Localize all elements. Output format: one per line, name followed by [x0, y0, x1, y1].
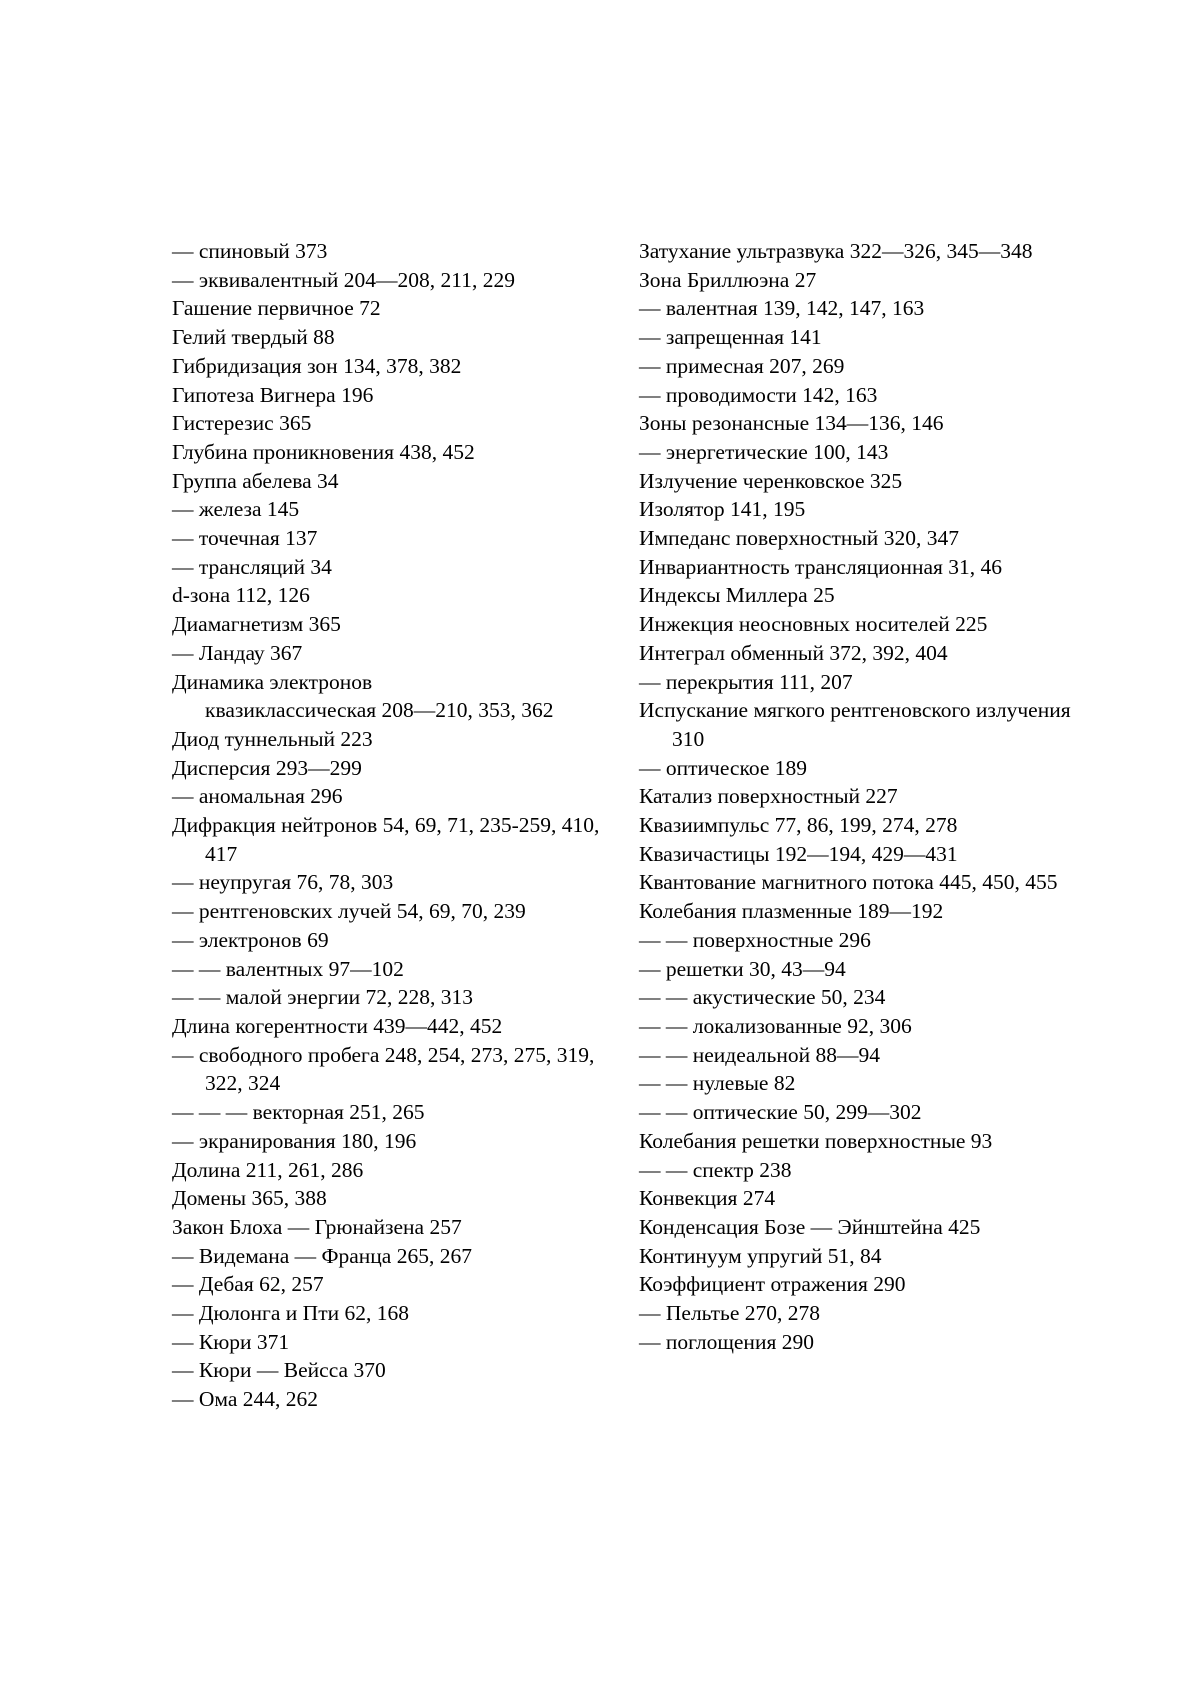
index-entry: — — валентных 97—102: [172, 956, 404, 981]
index-entry: — Кюри — Вейсса 370: [172, 1358, 386, 1383]
index-entry: Гелий твердый 88: [172, 325, 335, 350]
index-entry: — валентная 139, 142, 147, 163: [639, 296, 925, 321]
index-column-left: [172, 237, 602, 1414]
index-entry: Дисперсия 293—299: [172, 755, 362, 780]
index-entry: Затухание ультразвука 322—326, 345—348: [639, 239, 1033, 263]
index-entry: — трансляций 34: [172, 554, 332, 579]
index-entry: Инвариантность трансляционная 31, 46: [639, 554, 1003, 579]
index-entry: — Ландау 367: [172, 640, 303, 665]
index-entry: — экранирования 180, 196: [172, 1128, 417, 1153]
index-entry: — эквивалентный 204—208, 211, 229: [172, 267, 516, 292]
index-entry: Дифракция нейтронов 54, 69, 71, 235-259, 410, 417: [172, 813, 600, 866]
index-entry: — поглощения 290: [639, 1329, 814, 1354]
index-entry: — оптическое 189: [639, 755, 808, 780]
index-entry: Коэффициент отражения 290: [639, 1272, 906, 1297]
index-entry: Излучение черенковское 325: [639, 468, 903, 493]
index-entry: — Пельтье 270, 278: [639, 1301, 821, 1326]
index-entry: Континуум упругий 51, 84: [639, 1243, 882, 1268]
index-entry: — электронов 69: [172, 927, 329, 952]
index-entry: Гибридизация зон 134, 378, 382: [172, 353, 462, 378]
index-entry: Колебания решетки поверхностные 93: [639, 1128, 993, 1153]
index-entry: — перекрытия 111, 207: [639, 669, 853, 694]
index-entry: — примесная 207, 269: [639, 353, 845, 378]
index-entry: Конвекция 274: [639, 1186, 776, 1211]
index-entry: Долина 211, 261, 286: [172, 1157, 364, 1182]
index-entry: — — малой энергии 72, 228, 313: [172, 985, 474, 1010]
index-entry: Квазиимпульс 77, 86, 199, 274, 278: [639, 813, 958, 838]
index-entry: — Кюри 371: [172, 1329, 290, 1354]
index-entry: Квантование магнитного потока 445, 450, 455: [639, 870, 1058, 895]
index-entry: Гашение первичное 72: [172, 296, 381, 321]
index-entry: Глубина проникновения 438, 452: [172, 439, 475, 464]
index-entry: Гистерезис 365: [172, 411, 312, 436]
index-entry: — запрещенная 141: [639, 325, 822, 350]
index-entry: — точечная 137: [172, 526, 318, 551]
index-entry: — решетки 30, 43—94: [639, 956, 846, 981]
index-entry: Катализ поверхностный 227: [639, 784, 898, 809]
index-entry: — неупругая 76, 78, 303: [172, 870, 394, 895]
index-entry: — железа 145: [172, 497, 300, 522]
index-entry: — энергетические 100, 143: [639, 439, 889, 464]
index-entry: Колебания плазменные 189—192: [639, 899, 944, 924]
index-entry: Диамагнетизм 365: [172, 612, 341, 637]
index-entry: Испускание мягкого рентгеновского излучения 310: [639, 698, 1071, 751]
index-entry: Интеграл обменный 372, 392, 404: [639, 640, 948, 665]
index-entry: — — оптические 50, 299—302: [639, 1100, 922, 1125]
index-entry: — — спектр 238: [639, 1157, 792, 1182]
index-entry: — Ома 244, 262: [172, 1387, 319, 1412]
index-entry: Диод туннельный 223: [172, 726, 373, 751]
index-entry: Закон Блоха — Грюнайзена 257: [172, 1214, 462, 1239]
index-entry: Инжекция неосновных носителей 225: [639, 612, 988, 637]
index-entry: Зоны резонансные 134—136, 146: [639, 411, 944, 436]
index-entry: Индексы Миллера 25: [639, 583, 835, 608]
index-entry: — Дюлонга и Пти 62, 168: [172, 1301, 409, 1326]
index-entry: Домены 365, 388: [172, 1186, 327, 1211]
index-entry: — аномальная 296: [172, 784, 343, 809]
index-entry: — рентгеновских лучей 54, 69, 70, 239: [172, 899, 526, 924]
index-entry: — — акустические 50, 234: [639, 985, 886, 1010]
index-entry: Зона Бриллюэна 27: [639, 267, 817, 292]
index-entry: — — — векторная 251, 265: [172, 1100, 425, 1125]
index-entry: Гипотеза Вигнера 196: [172, 382, 374, 407]
index-entry: Квазичастицы 192—194, 429—431: [639, 841, 958, 866]
index-entry: Изолятор 141, 195: [639, 497, 806, 522]
index-entry: Группа абелева 34: [172, 468, 339, 493]
index-entry: Конденсация Бозе — Эйнштейна 425: [639, 1214, 981, 1239]
index-entry: — — неидеальной 88—94: [639, 1042, 880, 1067]
index-entry: — — локализованные 92, 306: [639, 1013, 912, 1038]
index-entry: — — нулевые 82: [639, 1071, 796, 1096]
index-entry: квазиклассическая 208—210, 353, 362: [205, 698, 554, 723]
index-column-right: [639, 237, 1079, 1356]
index-entry: — — поверхностные 296: [639, 927, 871, 952]
index-entry: Длина когерентности 439—442, 452: [172, 1013, 503, 1038]
index-entry: d-зона 112, 126: [172, 583, 310, 608]
index-entry: — Видемана — Франца 265, 267: [172, 1243, 472, 1268]
index-entry: — спиновый 373: [172, 239, 328, 263]
index-entry: Динамика электронов: [172, 669, 373, 694]
index-entry: Импеданс поверхностный 320, 347: [639, 526, 959, 551]
index-entry: — Дебая 62, 257: [172, 1272, 324, 1297]
index-entry: — проводимости 142, 163: [639, 382, 878, 407]
index-entry: — свободного пробега 248, 254, 273, 275, 319, 322, 324: [172, 1042, 595, 1096]
